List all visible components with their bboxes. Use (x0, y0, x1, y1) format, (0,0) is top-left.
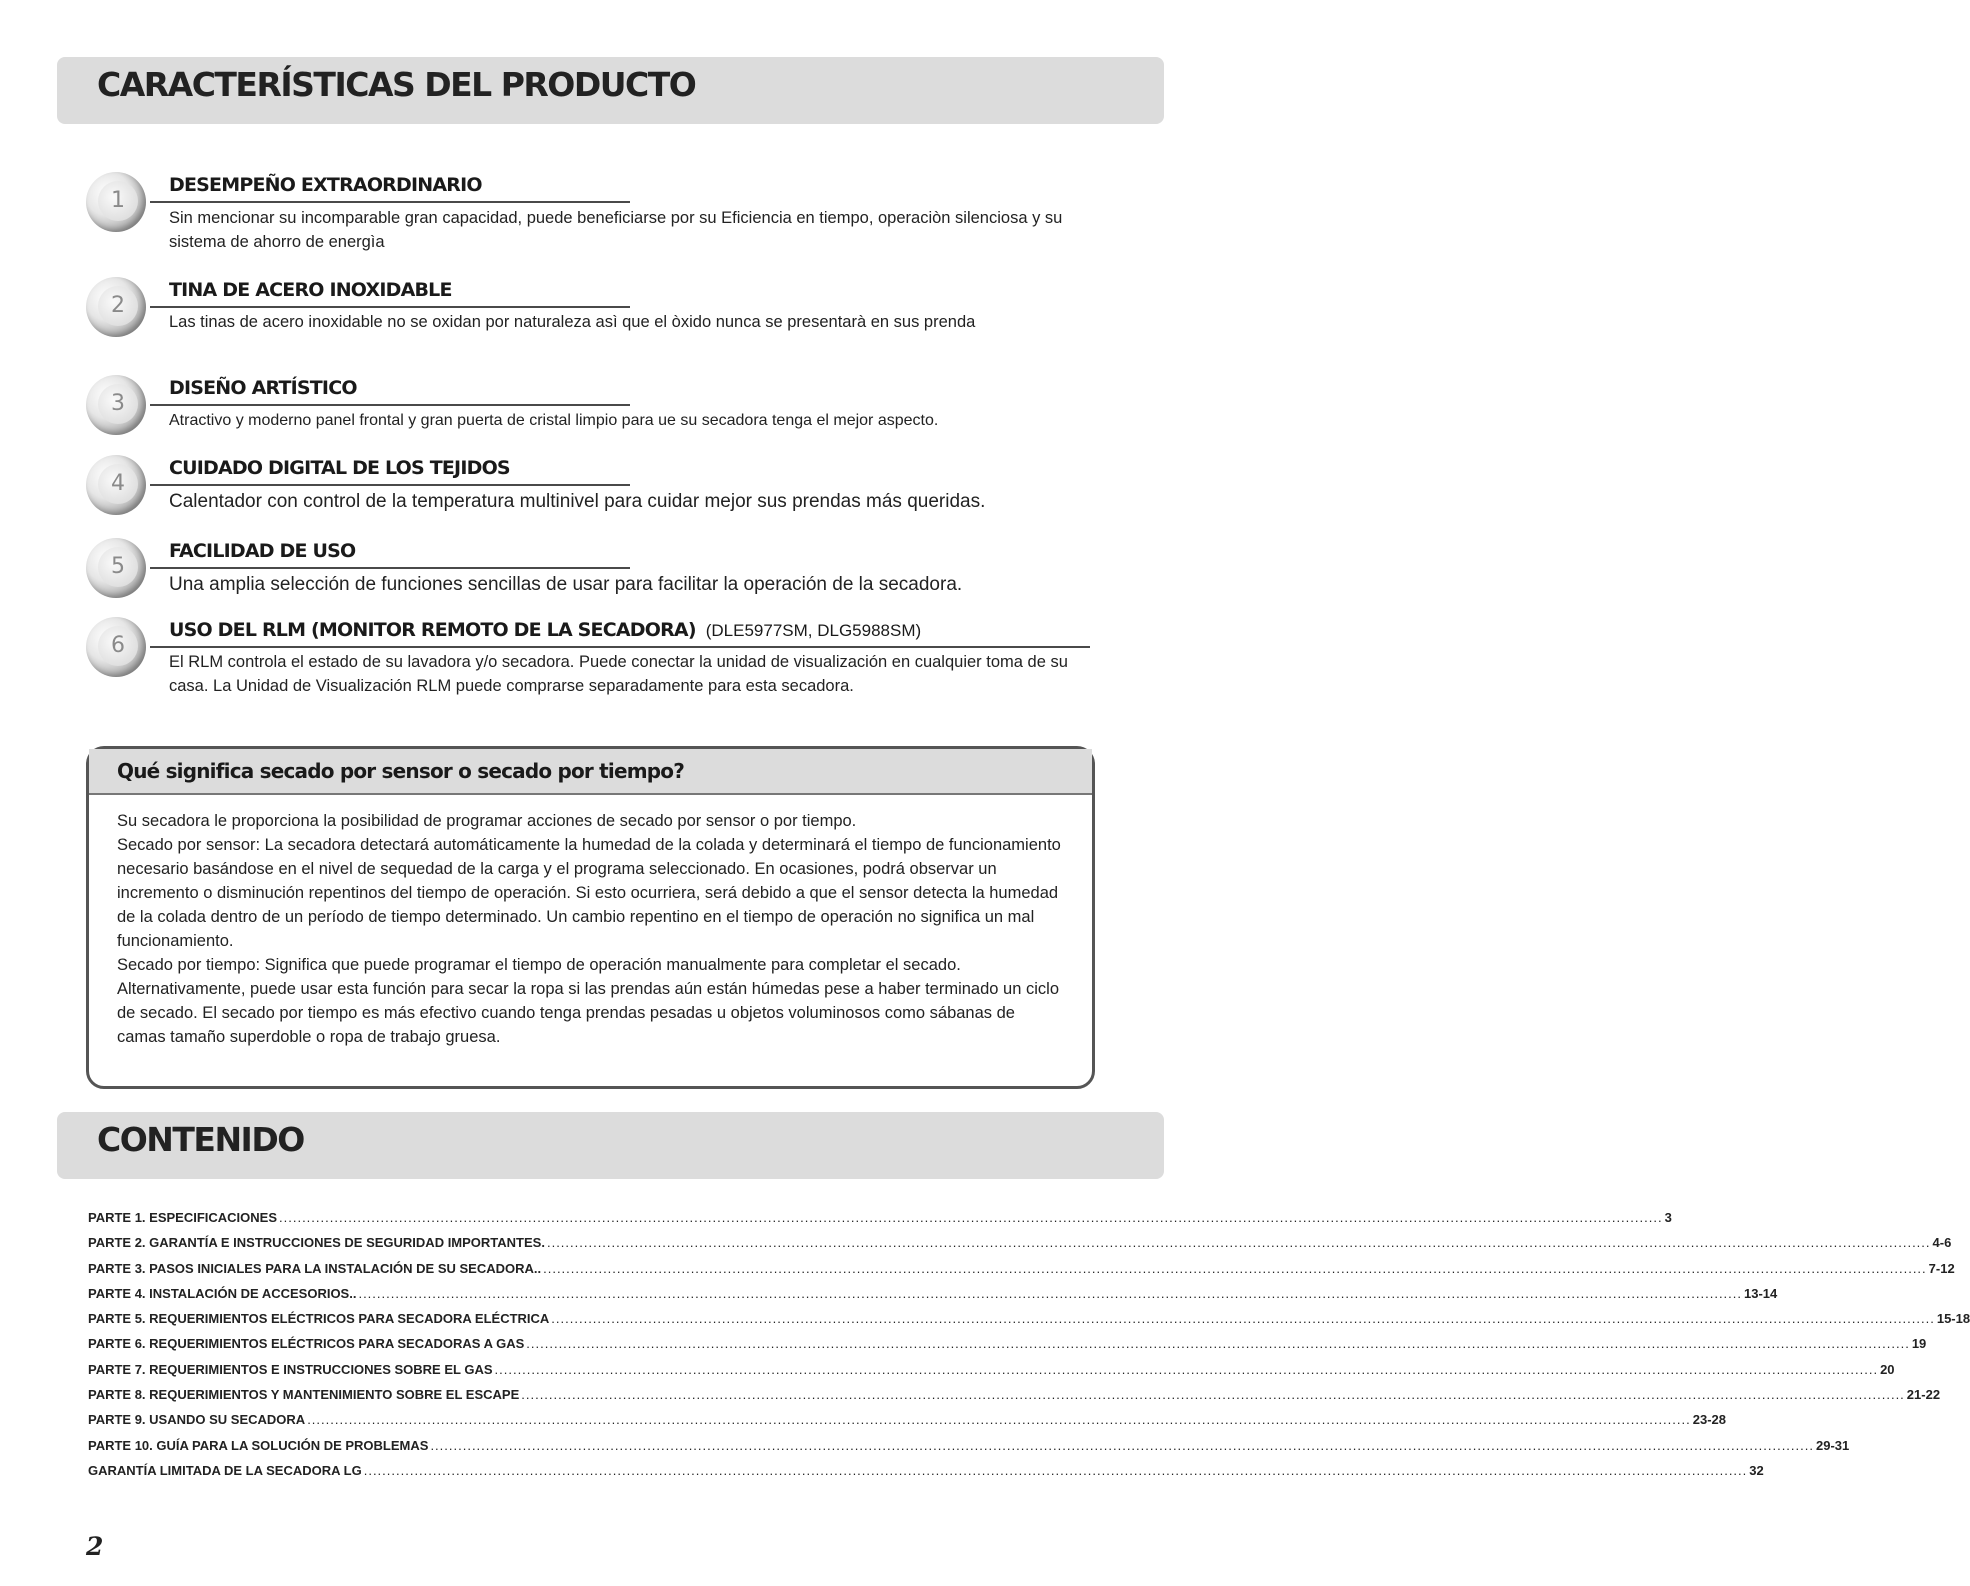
feature-title: TINA DE ACERO INOXIDABLE (169, 279, 452, 301)
toc-leader: ............................................................................................................................................................................................................................................................................................................ (543, 1260, 1927, 1276)
toc-page: 23-28 (1692, 1412, 1726, 1428)
features-heading: CARACTERÍSTICAS DEL PRODUCTO (97, 65, 696, 104)
toc-entry[interactable] (88, 1361, 1895, 1387)
info-box-header (89, 749, 1092, 795)
toc-label: PARTE 2. GARANTÍA E INSTRUCCIONES DE SEGURIDAD IMPORTANTES. (88, 1235, 545, 1251)
toc-entry[interactable] (88, 1462, 1764, 1488)
number-badge (86, 538, 146, 598)
feature-title: FACILIDAD DE USO (169, 540, 356, 562)
toc-label: PARTE 6. REQUERIMIENTOS ELÉCTRICOS PARA SECADORAS A GAS (88, 1336, 525, 1352)
toc-entry[interactable] (88, 1311, 1970, 1336)
toc-label: PARTE 7. REQUERIMIENTOS E INSTRUCCIONES SOBRE EL GAS (88, 1361, 493, 1377)
divider (150, 404, 630, 406)
toc-entry[interactable] (88, 1387, 1941, 1412)
toc-entry[interactable] (88, 1412, 1726, 1437)
info-box (86, 746, 1095, 1089)
feature-description: Una amplia selección de funciones sencillas de usar para facilitar la operación de la secadora. (169, 574, 963, 595)
number-badge (86, 277, 146, 337)
toc-leader: ............................................................................................................................................................................................................................................................................................................ (551, 1311, 1935, 1327)
toc-label: PARTE 3. PASOS INICIALES PARA LA INSTALACIÓN DE SU SECADORA.. (88, 1260, 542, 1276)
toc-entry[interactable] (88, 1285, 1778, 1311)
toc-entry[interactable] (88, 1210, 1672, 1235)
toc-leader: ............................................................................................................................................................................................................................................................................................................ (546, 1235, 1931, 1251)
info-paragraph: Secado por tiempo: Significa que puede programar el tiempo de operación manualmente para completar el secado. Alternativamente, puede usar esta función para secar la ropa si las prendas aún están húmedas pese a haber terminado un ciclo de secado. El secado por tiempo es más efectivo cuando tenga prendas pesadas u objetos voluminosos como sábanas de camas tamaño superdoble o ropa de trabajo gruesa. (117, 956, 1059, 1046)
toc-label: PARTE 9. USANDO SU SECADORA (88, 1412, 306, 1428)
info-paragraph: Su secadora le proporciona la posibilidad de programar acciones de secado por sensor o por tiempo. (117, 812, 857, 830)
toc-leader: ............................................................................................................................................................................................................................................................................................................ (358, 1285, 1742, 1301)
toc-label: PARTE 10. GUÍA PARA LA SOLUCIÓN DE PROBLEMAS (88, 1437, 429, 1453)
toc-leader: ............................................................................................................................................................................................................................................................................................................ (526, 1336, 1910, 1352)
number-badge (86, 375, 146, 435)
info-paragraph: Secado por sensor: La secadora detectará automáticamente la humedad de la colada y determinará el tiempo de funcionamiento necesario basándose en el nivel de sequedad de la carga y el programa seleccionado. En ocasiones, podrá observar un incremento o disminución repentinos del tiempo de operación. Si esto ocurriera, será debido a que el sensor detecta la humedad de la colada dentro de un período de tiempo determinado. Un cambio repentino en el tiempo de operación no significa un mal funcionamiento. (117, 836, 1061, 950)
toc-page: 20 (1880, 1361, 1895, 1377)
toc-entry[interactable] (88, 1235, 1952, 1260)
toc-leader: ............................................................................................................................................................................................................................................................................................................ (521, 1387, 1905, 1403)
table-of-contents (88, 1210, 1970, 1488)
toc-entry[interactable] (88, 1336, 1927, 1361)
toc-page: 13-14 (1744, 1285, 1778, 1301)
toc-label: PARTE 8. REQUERIMIENTOS Y MANTENIMIENTO SOBRE EL ESCAPE (88, 1387, 520, 1403)
badge-number: 5 (98, 547, 138, 587)
feature-description: Las tinas de acero inoxidable no se oxidan por naturaleza asì que el òxido nunca se presentarà en sus prenda (169, 313, 976, 331)
feature-title: CUIDADO DIGITAL DE LOS TEJIDOS (169, 457, 510, 479)
feature-title: USO DEL RLM (MONITOR REMOTO DE LA SECADORA) (169, 619, 696, 641)
toc-page: 21-22 (1906, 1387, 1941, 1403)
toc-page: 7-12 (1928, 1260, 1955, 1276)
number-badge (86, 455, 146, 515)
divider (150, 201, 630, 203)
feature-description: Calentador con control de la temperatura multinivel para cuidar mejor sus prendas más queridas. (169, 491, 986, 512)
divider (150, 306, 630, 308)
feature-description: El RLM controla el estado de su lavadora y/o secadora. Puede conectar la unidad de visualización en cualquier toma de su casa. La Unidad de Visualización RLM puede comprarse separadamente para esta secadora. (169, 653, 1068, 695)
toc-label: PARTE 5. REQUERIMIENTOS ELÉCTRICOS PARA SECADORA ELÉCTRICA (88, 1311, 550, 1327)
toc-page: 29-31 (1815, 1437, 1850, 1453)
features-banner (57, 57, 1164, 124)
badge-number: 2 (98, 286, 138, 326)
toc-entry[interactable] (88, 1260, 1955, 1286)
badge-number: 6 (98, 626, 138, 666)
toc-page: 19 (1911, 1336, 1927, 1352)
page-number: 2 (86, 1532, 104, 1561)
badge-number: 3 (98, 384, 138, 424)
divider (150, 484, 630, 486)
badge-number: 1 (98, 181, 138, 221)
divider (150, 567, 630, 569)
divider (150, 646, 1090, 648)
toc-leader: ............................................................................................................................................................................................................................................................................................................ (279, 1210, 1663, 1225)
number-badge (86, 617, 146, 677)
feature-title: DESEMPEÑO EXTRAORDINARIO (169, 174, 482, 196)
toc-entry[interactable] (88, 1437, 1850, 1463)
info-box-title: Qué significa secado por sensor o secado por tiempo? (117, 759, 685, 783)
number-badge (86, 172, 146, 232)
toc-leader: ............................................................................................................................................................................................................................................................................................................ (430, 1437, 1814, 1453)
toc-page: 4-6 (1932, 1235, 1952, 1251)
toc-label: PARTE 1. ESPECIFICACIONES (88, 1210, 278, 1225)
feature-title: DISEÑO ARTÍSTICO (169, 377, 357, 399)
toc-leader: ............................................................................................................................................................................................................................................................................................................ (363, 1462, 1748, 1478)
feature-title-row (169, 619, 921, 641)
toc-page: 15-18 (1936, 1311, 1970, 1327)
feature-description: Sin mencionar su incomparable gran capacidad, puede beneficiarse por su Eficiencia en tiempo, operaciòn silenciosa y su sistema de ahorro de energìa (169, 209, 1063, 251)
toc-page: 32 (1749, 1462, 1764, 1478)
toc-leader: ............................................................................................................................................................................................................................................................................................................ (494, 1361, 1879, 1377)
contents-heading: CONTENIDO (97, 1120, 304, 1159)
toc-label: GARANTÍA LIMITADA DE LA SECADORA LG (88, 1462, 362, 1478)
badge-number: 4 (98, 464, 138, 504)
toc-leader: ............................................................................................................................................................................................................................................................................................................ (307, 1412, 1691, 1428)
model-numbers: (DLE5977SM, DLG5988SM) (705, 621, 922, 640)
toc-label: PARTE 4. INSTALACIÓN DE ACCESORIOS.. (88, 1285, 357, 1301)
contents-banner (57, 1112, 1164, 1179)
feature-description: Atractivo y moderno panel frontal y gran puerta de cristal limpio para ue su secadora tenga el mejor aspecto. (169, 412, 939, 429)
toc-page: 3 (1664, 1210, 1672, 1225)
info-box-body (117, 809, 1067, 1049)
